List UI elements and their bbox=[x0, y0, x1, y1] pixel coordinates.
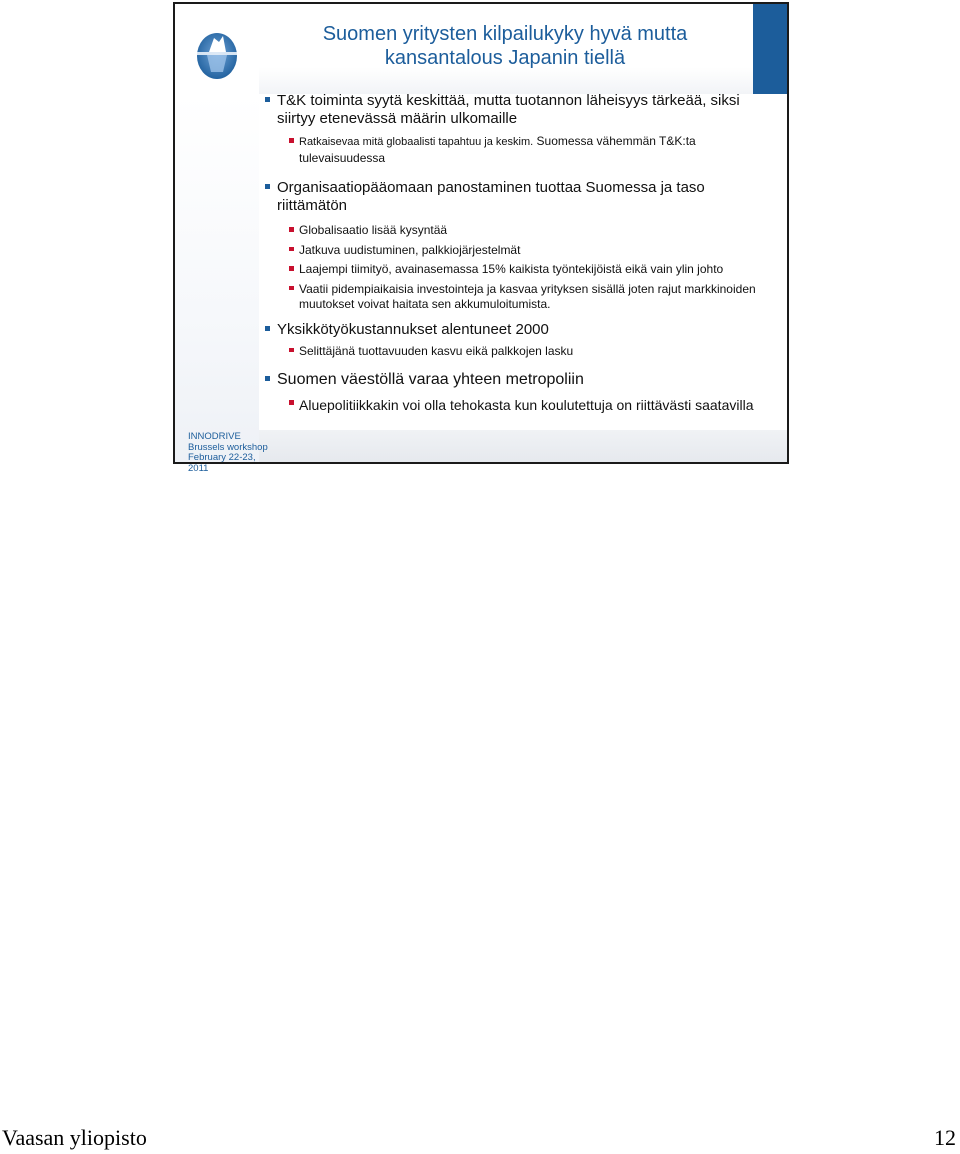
sub-bullet-1-1-rest: Suomessa vähemmän T&K:ta tulevaisuudessa bbox=[299, 134, 696, 165]
footer-event: Brussels workshop bbox=[188, 441, 268, 453]
sub-bullet-2-3: Laajempi tiimityö, avainasemassa 15% kaikista työntekijöistä eikä vain ylin johto bbox=[287, 262, 763, 278]
sub-bullet-2-1: Globalisaatio lisää kysyntää bbox=[287, 223, 763, 239]
slide-title bbox=[285, 22, 725, 70]
slide bbox=[173, 2, 789, 474]
right-accent-bar bbox=[753, 4, 787, 94]
page-footer-university: Vaasan yliopisto bbox=[2, 1125, 147, 1150]
page-number: 12 bbox=[934, 1125, 956, 1150]
iceberg-logo-icon bbox=[195, 30, 239, 80]
footer-date: February 22-23, 2011 bbox=[188, 452, 256, 474]
sub-bullet-3-1: Selittäjänä tuottavuuden kasvu eikä palkkojen lasku bbox=[287, 344, 763, 360]
bullet-2: Organisaatiopääomaan panostaminen tuottaa Suomessa ja taso riittämätön bbox=[263, 179, 747, 215]
sub-bullet-2-2: Jatkuva uudistuminen, palkkiojärjestelmät bbox=[287, 243, 763, 259]
bullet-4: Suomen väestöllä varaa yhteen metropoliin bbox=[263, 370, 763, 390]
bullet-3: Yksikkötyökustannukset alentuneet 2000 bbox=[263, 321, 763, 339]
slide-footer bbox=[188, 432, 278, 474]
sub-bullet-1-1 bbox=[287, 134, 763, 166]
footer-org: INNODRIVE bbox=[188, 431, 241, 442]
title-line-1: Suomen yritysten kilpailukyky hyvä mutta bbox=[322, 23, 688, 45]
bullet-list bbox=[263, 92, 763, 414]
sub-bullet-1-1-lead: Ratkaisevaa mitä globaalisti tapahtuu ja keskim. bbox=[299, 136, 534, 148]
bullet-1: T&K toiminta syytä keskittää, mutta tuotannon läheisyys tärkeää, siksi siirtyy etenevässä määrin ulkomaille bbox=[263, 92, 747, 128]
sub-bullet-2-4: Vaatii pidempiaikaisia investointeja ja kasvaa yrityksen sisällä joten rajut markkinoiden muutokset voivat haitata sen akkumuloitumista. bbox=[287, 282, 763, 313]
left-panel bbox=[175, 94, 259, 462]
sub-bullet-4-1: Aluepolitiikkakin voi olla tehokasta kun koulutettuja on riittävästi saatavilla bbox=[287, 396, 763, 414]
title-line-2: kansantalous Japanin tiellä bbox=[384, 47, 626, 69]
footer-band bbox=[259, 430, 787, 462]
